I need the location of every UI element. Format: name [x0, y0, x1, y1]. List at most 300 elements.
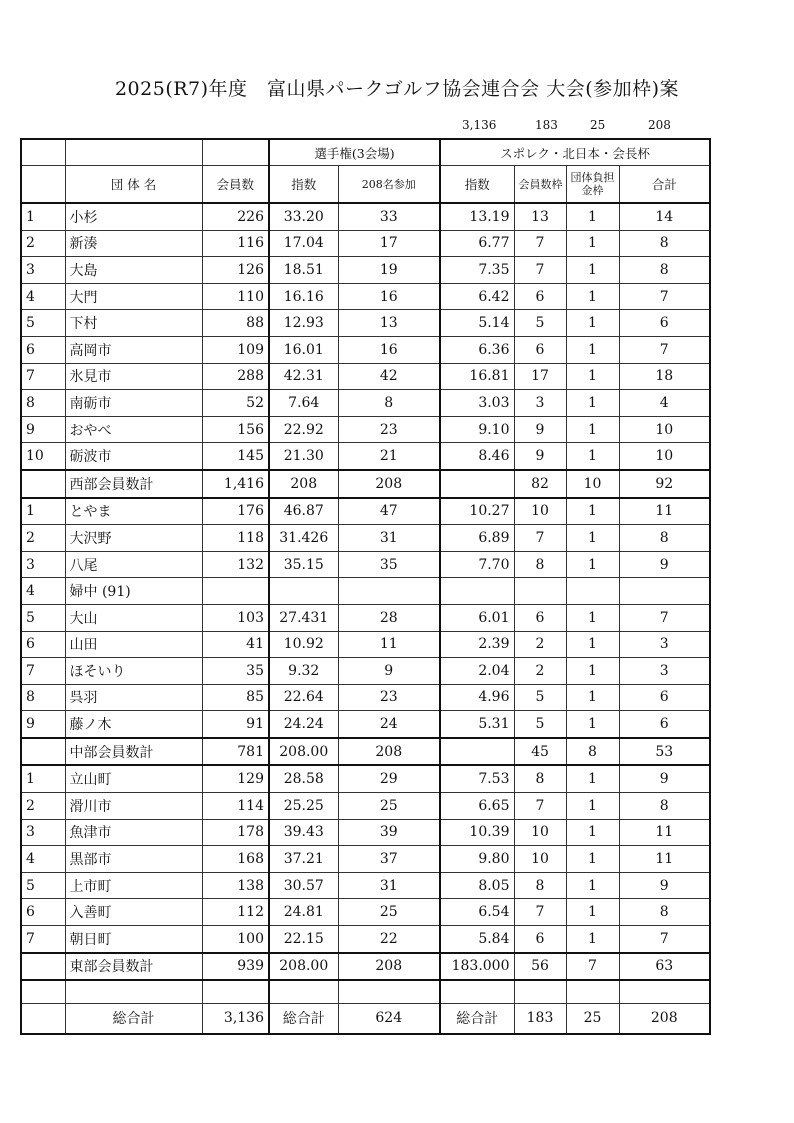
- group-name: ほそいり: [65, 658, 202, 685]
- participants-208: 31: [338, 872, 440, 899]
- table-row: [21, 390, 710, 417]
- index-a: 16.01: [269, 336, 338, 363]
- group-quota: 1: [566, 390, 619, 417]
- member-count: 114: [202, 793, 269, 820]
- group-name: 立山町: [65, 765, 202, 792]
- member-count: 145: [202, 443, 269, 470]
- member-count: 52: [202, 390, 269, 417]
- member-count: 110: [202, 283, 269, 310]
- subtotal-participants-208: 208: [338, 953, 440, 981]
- row-number: 3: [21, 257, 65, 284]
- member-count: 116: [202, 230, 269, 257]
- index-a: 9.32: [269, 658, 338, 685]
- index-b: 3.03: [440, 390, 514, 417]
- empty-cell: [566, 980, 619, 1004]
- participants-208: 25: [338, 793, 440, 820]
- grand-total-total: 208: [619, 1004, 710, 1034]
- member-count: 112: [202, 899, 269, 926]
- row-number: [21, 953, 65, 981]
- row-total: 4: [619, 390, 710, 417]
- participants-208: 22: [338, 926, 440, 953]
- index-b: 5.84: [440, 926, 514, 953]
- index-b: 7.53: [440, 765, 514, 792]
- index-b: 6.65: [440, 793, 514, 820]
- group-quota: 1: [566, 793, 619, 820]
- row-number: 6: [21, 899, 65, 926]
- group-name: 大門: [65, 283, 202, 310]
- table-row: [21, 498, 710, 525]
- row-number: 10: [21, 443, 65, 470]
- spacer-row: [21, 980, 710, 1004]
- col-index-a: 指数: [269, 166, 338, 204]
- top-total-member-quota: 183: [535, 118, 558, 132]
- group-quota: 1: [566, 203, 619, 230]
- group-name: 朝日町: [65, 926, 202, 953]
- index-a: 46.87: [269, 498, 338, 525]
- member-quota: 10: [514, 819, 566, 846]
- group-quota: 1: [566, 336, 619, 363]
- empty-cell: [514, 980, 566, 1004]
- row-number: 2: [21, 525, 65, 552]
- index-a: [269, 578, 338, 605]
- subtotal-label: 西部会員数計: [65, 470, 202, 498]
- top-total-group-quota: 25: [590, 118, 606, 132]
- member-count: 168: [202, 846, 269, 873]
- participants-208: 29: [338, 765, 440, 792]
- row-total: 8: [619, 899, 710, 926]
- subtotal-row: [21, 953, 710, 981]
- row-number: 7: [21, 926, 65, 953]
- row-total: 7: [619, 926, 710, 953]
- grand-total-label-a: 総合計: [269, 1004, 338, 1034]
- subtotal-row: [21, 738, 710, 766]
- row-number: 4: [21, 578, 65, 605]
- group-name: 氷見市: [65, 363, 202, 390]
- index-a: 42.31: [269, 363, 338, 390]
- index-b: 6.42: [440, 283, 514, 310]
- member-quota: [514, 578, 566, 605]
- group-name: 入善町: [65, 899, 202, 926]
- table-row: [21, 336, 710, 363]
- row-total: 18: [619, 363, 710, 390]
- member-count: 226: [202, 203, 269, 230]
- table-row: [21, 551, 710, 578]
- top-total-overall: 208: [648, 118, 671, 132]
- member-quota: 9: [514, 416, 566, 443]
- group-quota: 1: [566, 872, 619, 899]
- index-b: 6.77: [440, 230, 514, 257]
- subtotal-group-quota: 8: [566, 738, 619, 766]
- index-a: 17.04: [269, 230, 338, 257]
- group-quota: 1: [566, 525, 619, 552]
- index-b: 6.01: [440, 604, 514, 631]
- row-total: 7: [619, 336, 710, 363]
- index-b: 7.35: [440, 257, 514, 284]
- index-a: 16.16: [269, 283, 338, 310]
- member-quota: 5: [514, 711, 566, 738]
- member-count: 118: [202, 525, 269, 552]
- group-quota: 1: [566, 443, 619, 470]
- index-a: 7.64: [269, 390, 338, 417]
- subtotal-participants-208: 208: [338, 470, 440, 498]
- index-b: 2.39: [440, 631, 514, 658]
- participants-208: 42: [338, 363, 440, 390]
- row-total: 9: [619, 765, 710, 792]
- index-b: 2.04: [440, 658, 514, 685]
- group-name: 婦中 (91): [65, 578, 202, 605]
- row-number: 4: [21, 846, 65, 873]
- row-total: 11: [619, 846, 710, 873]
- group-quota: [566, 578, 619, 605]
- group-name: とやま: [65, 498, 202, 525]
- index-a: 24.24: [269, 711, 338, 738]
- grand-total-member-quota: 183: [514, 1004, 566, 1034]
- index-a: 25.25: [269, 793, 338, 820]
- subtotal-members: 939: [202, 953, 269, 981]
- participants-208: 47: [338, 498, 440, 525]
- row-total: 6: [619, 310, 710, 337]
- empty-cell: [440, 980, 514, 1004]
- participants-208: 21: [338, 443, 440, 470]
- row-number: 8: [21, 684, 65, 711]
- empty-cell: [619, 980, 710, 1004]
- index-a: 22.64: [269, 684, 338, 711]
- subtotal-total: 92: [619, 470, 710, 498]
- table-row: [21, 765, 710, 792]
- group-quota: 1: [566, 604, 619, 631]
- member-count: 41: [202, 631, 269, 658]
- group-quota: 1: [566, 658, 619, 685]
- table-row: [21, 711, 710, 738]
- member-quota: 6: [514, 926, 566, 953]
- member-count: 138: [202, 872, 269, 899]
- index-b: 6.36: [440, 336, 514, 363]
- row-number: 6: [21, 631, 65, 658]
- subtotal-members: 781: [202, 738, 269, 766]
- index-a: 33.20: [269, 203, 338, 230]
- index-a: 22.92: [269, 416, 338, 443]
- table-row: [21, 203, 710, 230]
- empty-cell: [202, 980, 269, 1004]
- index-b: 8.05: [440, 872, 514, 899]
- member-quota: 7: [514, 793, 566, 820]
- grand-total-group-quota: 25: [566, 1004, 619, 1034]
- table-row: [21, 257, 710, 284]
- index-a: 28.58: [269, 765, 338, 792]
- row-total: 14: [619, 203, 710, 230]
- row-number: [21, 738, 65, 766]
- group-quota: 1: [566, 230, 619, 257]
- index-b: [440, 578, 514, 605]
- index-b: 10.27: [440, 498, 514, 525]
- col-group-quota: 団体負担金枠: [566, 166, 619, 204]
- member-count: 176: [202, 498, 269, 525]
- row-total: 8: [619, 257, 710, 284]
- member-count: 103: [202, 604, 269, 631]
- member-count: 35: [202, 658, 269, 685]
- table-row: [21, 872, 710, 899]
- member-quota: 2: [514, 631, 566, 658]
- participants-208: 23: [338, 416, 440, 443]
- member-quota: 3: [514, 390, 566, 417]
- index-b: 10.39: [440, 819, 514, 846]
- row-total: 11: [619, 498, 710, 525]
- index-b: 5.14: [440, 310, 514, 337]
- subtotal-row: [21, 470, 710, 498]
- row-number: 2: [21, 793, 65, 820]
- header-blank: [21, 139, 65, 166]
- row-total: 11: [619, 819, 710, 846]
- table-row: [21, 684, 710, 711]
- row-number: 1: [21, 765, 65, 792]
- member-quota: 6: [514, 604, 566, 631]
- index-b: 7.70: [440, 551, 514, 578]
- group-name: 高岡市: [65, 336, 202, 363]
- col-group-name: 団 体 名: [65, 166, 202, 204]
- group-name: 魚津市: [65, 819, 202, 846]
- group-quota: 1: [566, 846, 619, 873]
- row-total: 6: [619, 684, 710, 711]
- group-name: 大島: [65, 257, 202, 284]
- index-a: 27.431: [269, 604, 338, 631]
- row-total: 8: [619, 525, 710, 552]
- member-quota: 13: [514, 203, 566, 230]
- header-row-sections: [21, 139, 710, 166]
- row-number: 9: [21, 416, 65, 443]
- col-members: 会員数: [202, 166, 269, 204]
- participants-208: 13: [338, 310, 440, 337]
- table-row: [21, 926, 710, 953]
- row-number: 1: [21, 203, 65, 230]
- subtotal-total: 63: [619, 953, 710, 981]
- subtotal-member-quota: 56: [514, 953, 566, 981]
- table-row: [21, 578, 710, 605]
- participants-208: 39: [338, 819, 440, 846]
- member-quota: 10: [514, 846, 566, 873]
- row-number: 7: [21, 363, 65, 390]
- member-quota: 17: [514, 363, 566, 390]
- section-championship: 選手権(3会場): [269, 139, 440, 166]
- group-quota: 1: [566, 711, 619, 738]
- index-b: 4.96: [440, 684, 514, 711]
- row-total: 3: [619, 658, 710, 685]
- empty-cell: [21, 980, 65, 1004]
- group-name: 呉羽: [65, 684, 202, 711]
- member-quota: 5: [514, 684, 566, 711]
- member-quota: 8: [514, 551, 566, 578]
- empty-cell: [65, 980, 202, 1004]
- member-count: 109: [202, 336, 269, 363]
- participants-208: 37: [338, 846, 440, 873]
- grand-total-label: 総合計: [65, 1004, 202, 1034]
- row-total: 8: [619, 230, 710, 257]
- group-quota: 1: [566, 899, 619, 926]
- group-name: 山田: [65, 631, 202, 658]
- row-total: 9: [619, 551, 710, 578]
- row-number: 9: [21, 711, 65, 738]
- group-name: 新湊: [65, 230, 202, 257]
- row-number: 8: [21, 390, 65, 417]
- participants-208: 24: [338, 711, 440, 738]
- col-208-participants: 208名参加: [338, 166, 440, 204]
- index-a: 35.15: [269, 551, 338, 578]
- participants-208: 31: [338, 525, 440, 552]
- group-name: 黒部市: [65, 846, 202, 873]
- member-count: 85: [202, 684, 269, 711]
- group-name: 大沢野: [65, 525, 202, 552]
- member-count: 288: [202, 363, 269, 390]
- grand-total-members: 3,136: [202, 1004, 269, 1034]
- row-number: 1: [21, 498, 65, 525]
- index-a: 12.93: [269, 310, 338, 337]
- group-quota: 1: [566, 498, 619, 525]
- participants-208: 8: [338, 390, 440, 417]
- header-blank: [21, 166, 65, 204]
- row-number: 4: [21, 283, 65, 310]
- member-count: 132: [202, 551, 269, 578]
- subtotal-label: 中部会員数計: [65, 738, 202, 766]
- index-a: 30.57: [269, 872, 338, 899]
- member-count: 91: [202, 711, 269, 738]
- index-a: 24.81: [269, 899, 338, 926]
- participants-208: 23: [338, 684, 440, 711]
- group-quota: 1: [566, 310, 619, 337]
- row-total: 7: [619, 283, 710, 310]
- index-b: 13.19: [440, 203, 514, 230]
- member-count: 178: [202, 819, 269, 846]
- participants-208: 16: [338, 283, 440, 310]
- row-number: [21, 470, 65, 498]
- table-row: [21, 230, 710, 257]
- table-row: [21, 416, 710, 443]
- member-quota: 6: [514, 336, 566, 363]
- subtotal-index-b: 183.000: [440, 953, 514, 981]
- table-row: [21, 604, 710, 631]
- participants-208: 11: [338, 631, 440, 658]
- group-quota: 1: [566, 416, 619, 443]
- participants-208: 28: [338, 604, 440, 631]
- member-quota: 6: [514, 283, 566, 310]
- index-a: 37.21: [269, 846, 338, 873]
- member-quota: 7: [514, 899, 566, 926]
- subtotal-total: 53: [619, 738, 710, 766]
- row-number: 5: [21, 604, 65, 631]
- header-blank: [202, 139, 269, 166]
- index-b: 16.81: [440, 363, 514, 390]
- index-a: 10.92: [269, 631, 338, 658]
- header-blank: [65, 139, 202, 166]
- index-a: 22.15: [269, 926, 338, 953]
- group-name: 小杉: [65, 203, 202, 230]
- row-total: 8: [619, 793, 710, 820]
- group-name: おやべ: [65, 416, 202, 443]
- row-number: 2: [21, 230, 65, 257]
- group-name: 上市町: [65, 872, 202, 899]
- index-a: 31.426: [269, 525, 338, 552]
- document-title: 2025(R7)年度 富山県パークゴルフ協会連合会 大会(参加枠)案: [114, 78, 680, 100]
- subtotal-members: 1,416: [202, 470, 269, 498]
- table-row: [21, 525, 710, 552]
- row-number: 6: [21, 336, 65, 363]
- col-index-b: 指数: [440, 166, 514, 204]
- group-quota: 1: [566, 684, 619, 711]
- participants-208: 9: [338, 658, 440, 685]
- top-total-members: 3,136: [462, 118, 497, 132]
- group-name: 砺波市: [65, 443, 202, 470]
- member-count: 129: [202, 765, 269, 792]
- subtotal-participants-208: 208: [338, 738, 440, 766]
- index-b: 6.89: [440, 525, 514, 552]
- index-b: 9.80: [440, 846, 514, 873]
- section-sports-rec: スポレク・北日本・会長杯: [440, 139, 710, 166]
- row-number: 3: [21, 551, 65, 578]
- row-total: [619, 578, 710, 605]
- table-row: [21, 658, 710, 685]
- row-total: 9: [619, 872, 710, 899]
- member-quota: 5: [514, 310, 566, 337]
- subtotal-index-a: 208: [269, 470, 338, 498]
- group-quota: 1: [566, 257, 619, 284]
- index-a: 39.43: [269, 819, 338, 846]
- table-row: [21, 283, 710, 310]
- grand-total-label-b: 総合計: [440, 1004, 514, 1034]
- row-total: 7: [619, 604, 710, 631]
- member-quota: 8: [514, 765, 566, 792]
- row-number: 5: [21, 872, 65, 899]
- member-quota: 7: [514, 525, 566, 552]
- participants-208: 35: [338, 551, 440, 578]
- col-total: 合計: [619, 166, 710, 204]
- table-row: [21, 819, 710, 846]
- group-name: 滑川市: [65, 793, 202, 820]
- table-row: [21, 846, 710, 873]
- member-quota: 10: [514, 498, 566, 525]
- group-name: 藤ノ木: [65, 711, 202, 738]
- row-total: 6: [619, 711, 710, 738]
- index-b: 9.10: [440, 416, 514, 443]
- group-quota: 1: [566, 765, 619, 792]
- row-total: 3: [619, 631, 710, 658]
- subtotal-group-quota: 10: [566, 470, 619, 498]
- header-row-columns: [21, 166, 710, 204]
- table-row: [21, 443, 710, 470]
- member-quota: 9: [514, 443, 566, 470]
- member-count: 156: [202, 416, 269, 443]
- member-count: 126: [202, 257, 269, 284]
- subtotal-index-b: [440, 470, 514, 498]
- group-quota: 1: [566, 363, 619, 390]
- allocation-table: [20, 138, 711, 1035]
- member-quota: 2: [514, 658, 566, 685]
- member-count: 100: [202, 926, 269, 953]
- participants-208: 17: [338, 230, 440, 257]
- col-member-quota: 会員数枠: [514, 166, 566, 204]
- table-row: [21, 310, 710, 337]
- table-row: [21, 363, 710, 390]
- subtotal-label: 東部会員数計: [65, 953, 202, 981]
- empty-cell: [338, 980, 440, 1004]
- row-number: 5: [21, 310, 65, 337]
- subtotal-group-quota: 7: [566, 953, 619, 981]
- group-quota: 1: [566, 926, 619, 953]
- index-a: 18.51: [269, 257, 338, 284]
- participants-208: 33: [338, 203, 440, 230]
- member-quota: 7: [514, 257, 566, 284]
- member-quota: 8: [514, 872, 566, 899]
- group-quota: 1: [566, 551, 619, 578]
- group-quota: 1: [566, 631, 619, 658]
- participants-208: 25: [338, 899, 440, 926]
